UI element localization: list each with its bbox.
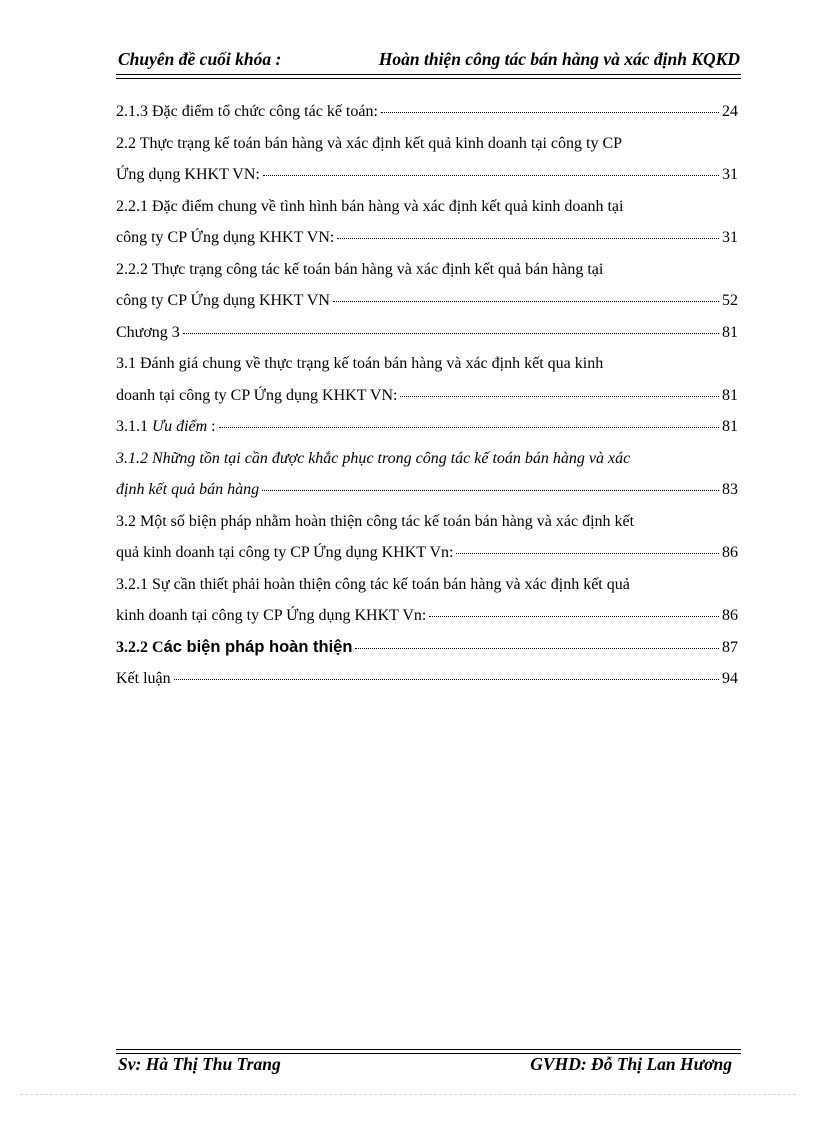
toc-entry-text: Kết luận <box>116 670 171 687</box>
header-rule <box>116 74 741 75</box>
dot-leader <box>429 616 719 617</box>
toc-entry-3-2-line1[interactable] <box>116 506 738 538</box>
dot-leader <box>219 427 719 428</box>
toc-entry-text: 2.2 Thực trạng kế toán bán hàng và xác định kết quả kinh doanh tại công ty CP <box>116 134 623 152</box>
dot-leader <box>174 679 719 680</box>
toc-entry-text: công ty CP Ứng dụng KHKT VN <box>116 292 330 309</box>
toc-entry-3-2-1-line1[interactable] <box>116 569 738 601</box>
toc-entry-2-2[interactable] <box>116 159 738 191</box>
toc-entry-3-1-1[interactable] <box>116 411 738 443</box>
toc-entry-3-2-1[interactable] <box>116 600 738 632</box>
toc-page-number: 81 <box>722 323 738 341</box>
dot-leader <box>456 553 719 554</box>
toc-entry-title: Những tồn tại cần được khắc phục trong công tác kế toán bán hàng và xác <box>152 449 631 467</box>
toc-entry-3-2[interactable] <box>116 537 738 569</box>
toc-page-number: 24 <box>722 103 738 120</box>
toc-entry-number: 3.1.1 <box>116 418 148 435</box>
toc-entry-text: 3.2 Một số biện pháp nhằm hoàn thiện công tác kế toán bán hàng và xác định kết <box>116 512 635 530</box>
header-rule-thin <box>116 78 741 79</box>
toc-entry-2-1-3[interactable] <box>116 96 738 128</box>
toc-entry-text: 3.1 Đánh giá chung về thực trạng kế toán bán hàng và xác định kết qua kinh <box>116 355 604 372</box>
toc-entry-text: 2.2.2 Thực trạng công tác kế toán bán hàng và xác định kết quả bán hàng tại <box>116 260 604 278</box>
toc-entry-title: ác biện pháp hoàn thiện <box>163 637 353 656</box>
toc-entry-2-2-line1[interactable] <box>116 128 738 160</box>
dot-leader <box>263 175 719 176</box>
toc-entry-chapter-3[interactable] <box>116 317 738 349</box>
toc-entry-text: 2.2.1 Đặc điểm chung về tình hình bán hàng và xác định kết quả kinh doanh tại <box>116 197 624 215</box>
toc-page-number: 86 <box>722 607 738 624</box>
toc-entry-text: Chương 3 <box>116 323 180 341</box>
footer-advisor: GVHD: Đỗ Thị Lan Hương <box>530 1054 732 1074</box>
toc-entry-3-2-2[interactable] <box>116 632 738 664</box>
toc-entry-text: Ứng dụng KHKT VN: <box>116 166 260 183</box>
toc-entry-text <box>116 411 216 443</box>
page-boundary <box>20 1094 796 1095</box>
toc-entry-3-1-line1[interactable] <box>116 348 738 380</box>
toc-entry-2-2-2[interactable] <box>116 285 738 317</box>
dot-leader <box>183 333 719 334</box>
toc-entry-text: công ty CP Ứng dụng KHKT VN: <box>116 229 335 246</box>
toc-entry-suffix: : <box>211 418 216 435</box>
toc-page-number: 87 <box>722 638 738 656</box>
toc-entry-2-2-1-line1[interactable] <box>116 191 738 223</box>
dot-leader <box>262 490 719 491</box>
toc-entry-text: 2.1.3 Đặc điểm tổ chức công tác kế toán: <box>116 103 378 120</box>
toc-entry-2-2-2-line1[interactable] <box>116 254 738 286</box>
toc-entry-text: định kết quả bán hàng <box>116 481 260 498</box>
toc-entry-text <box>116 443 630 475</box>
toc-entry-3-1-2[interactable] <box>116 474 738 506</box>
toc-entry-number: 3.2.2 C <box>116 638 164 656</box>
toc-page-number: 94 <box>722 670 738 687</box>
footer-rule-thin <box>116 1049 741 1050</box>
dot-leader <box>337 238 719 239</box>
dot-leader <box>355 648 719 649</box>
toc-entry-number: 3.1.2 <box>116 449 148 467</box>
toc-page-number: 31 <box>722 229 738 246</box>
toc-entry-title: Ưu điểm <box>152 418 208 435</box>
toc-entry-3-1[interactable] <box>116 380 738 412</box>
toc-entry-text <box>116 632 352 664</box>
page-header <box>118 49 740 73</box>
dot-leader <box>381 112 719 113</box>
toc-entry-text: quả kinh doanh tại công ty CP Ứng dụng KHKT Vn: <box>116 544 454 561</box>
dot-leader <box>333 301 719 302</box>
footer-student: Sv: Hà Thị Thu Trang <box>118 1054 281 1074</box>
toc-page-number: 83 <box>722 481 738 498</box>
toc-entry-3-1-2-line1[interactable] <box>116 443 738 475</box>
toc-entry-text: doanh tại công ty CP Ứng dụng KHKT VN: <box>116 386 398 404</box>
header-title: Chuyên đề cuối khóa : <box>118 49 282 69</box>
toc-entry-text: 3.2.1 Sự cần thiết phải hoàn thiện công tác kế toán bán hàng và xác định kết quả <box>116 575 630 593</box>
header-subject: Hoàn thiện công tác bán hàng và xác định KQKD <box>378 49 740 69</box>
toc-page-number: 81 <box>722 386 738 404</box>
dot-leader <box>400 396 719 397</box>
toc-entry-conclusion[interactable] <box>116 663 738 695</box>
toc-entry-text: kinh doanh tại công ty CP Ứng dụng KHKT Vn: <box>116 607 427 624</box>
table-of-contents <box>116 96 738 695</box>
toc-page-number: 52 <box>722 292 738 309</box>
toc-page-number: 86 <box>722 544 738 561</box>
toc-page-number: 81 <box>722 418 738 435</box>
toc-page-number: 31 <box>722 166 738 183</box>
toc-entry-2-2-1[interactable] <box>116 222 738 254</box>
